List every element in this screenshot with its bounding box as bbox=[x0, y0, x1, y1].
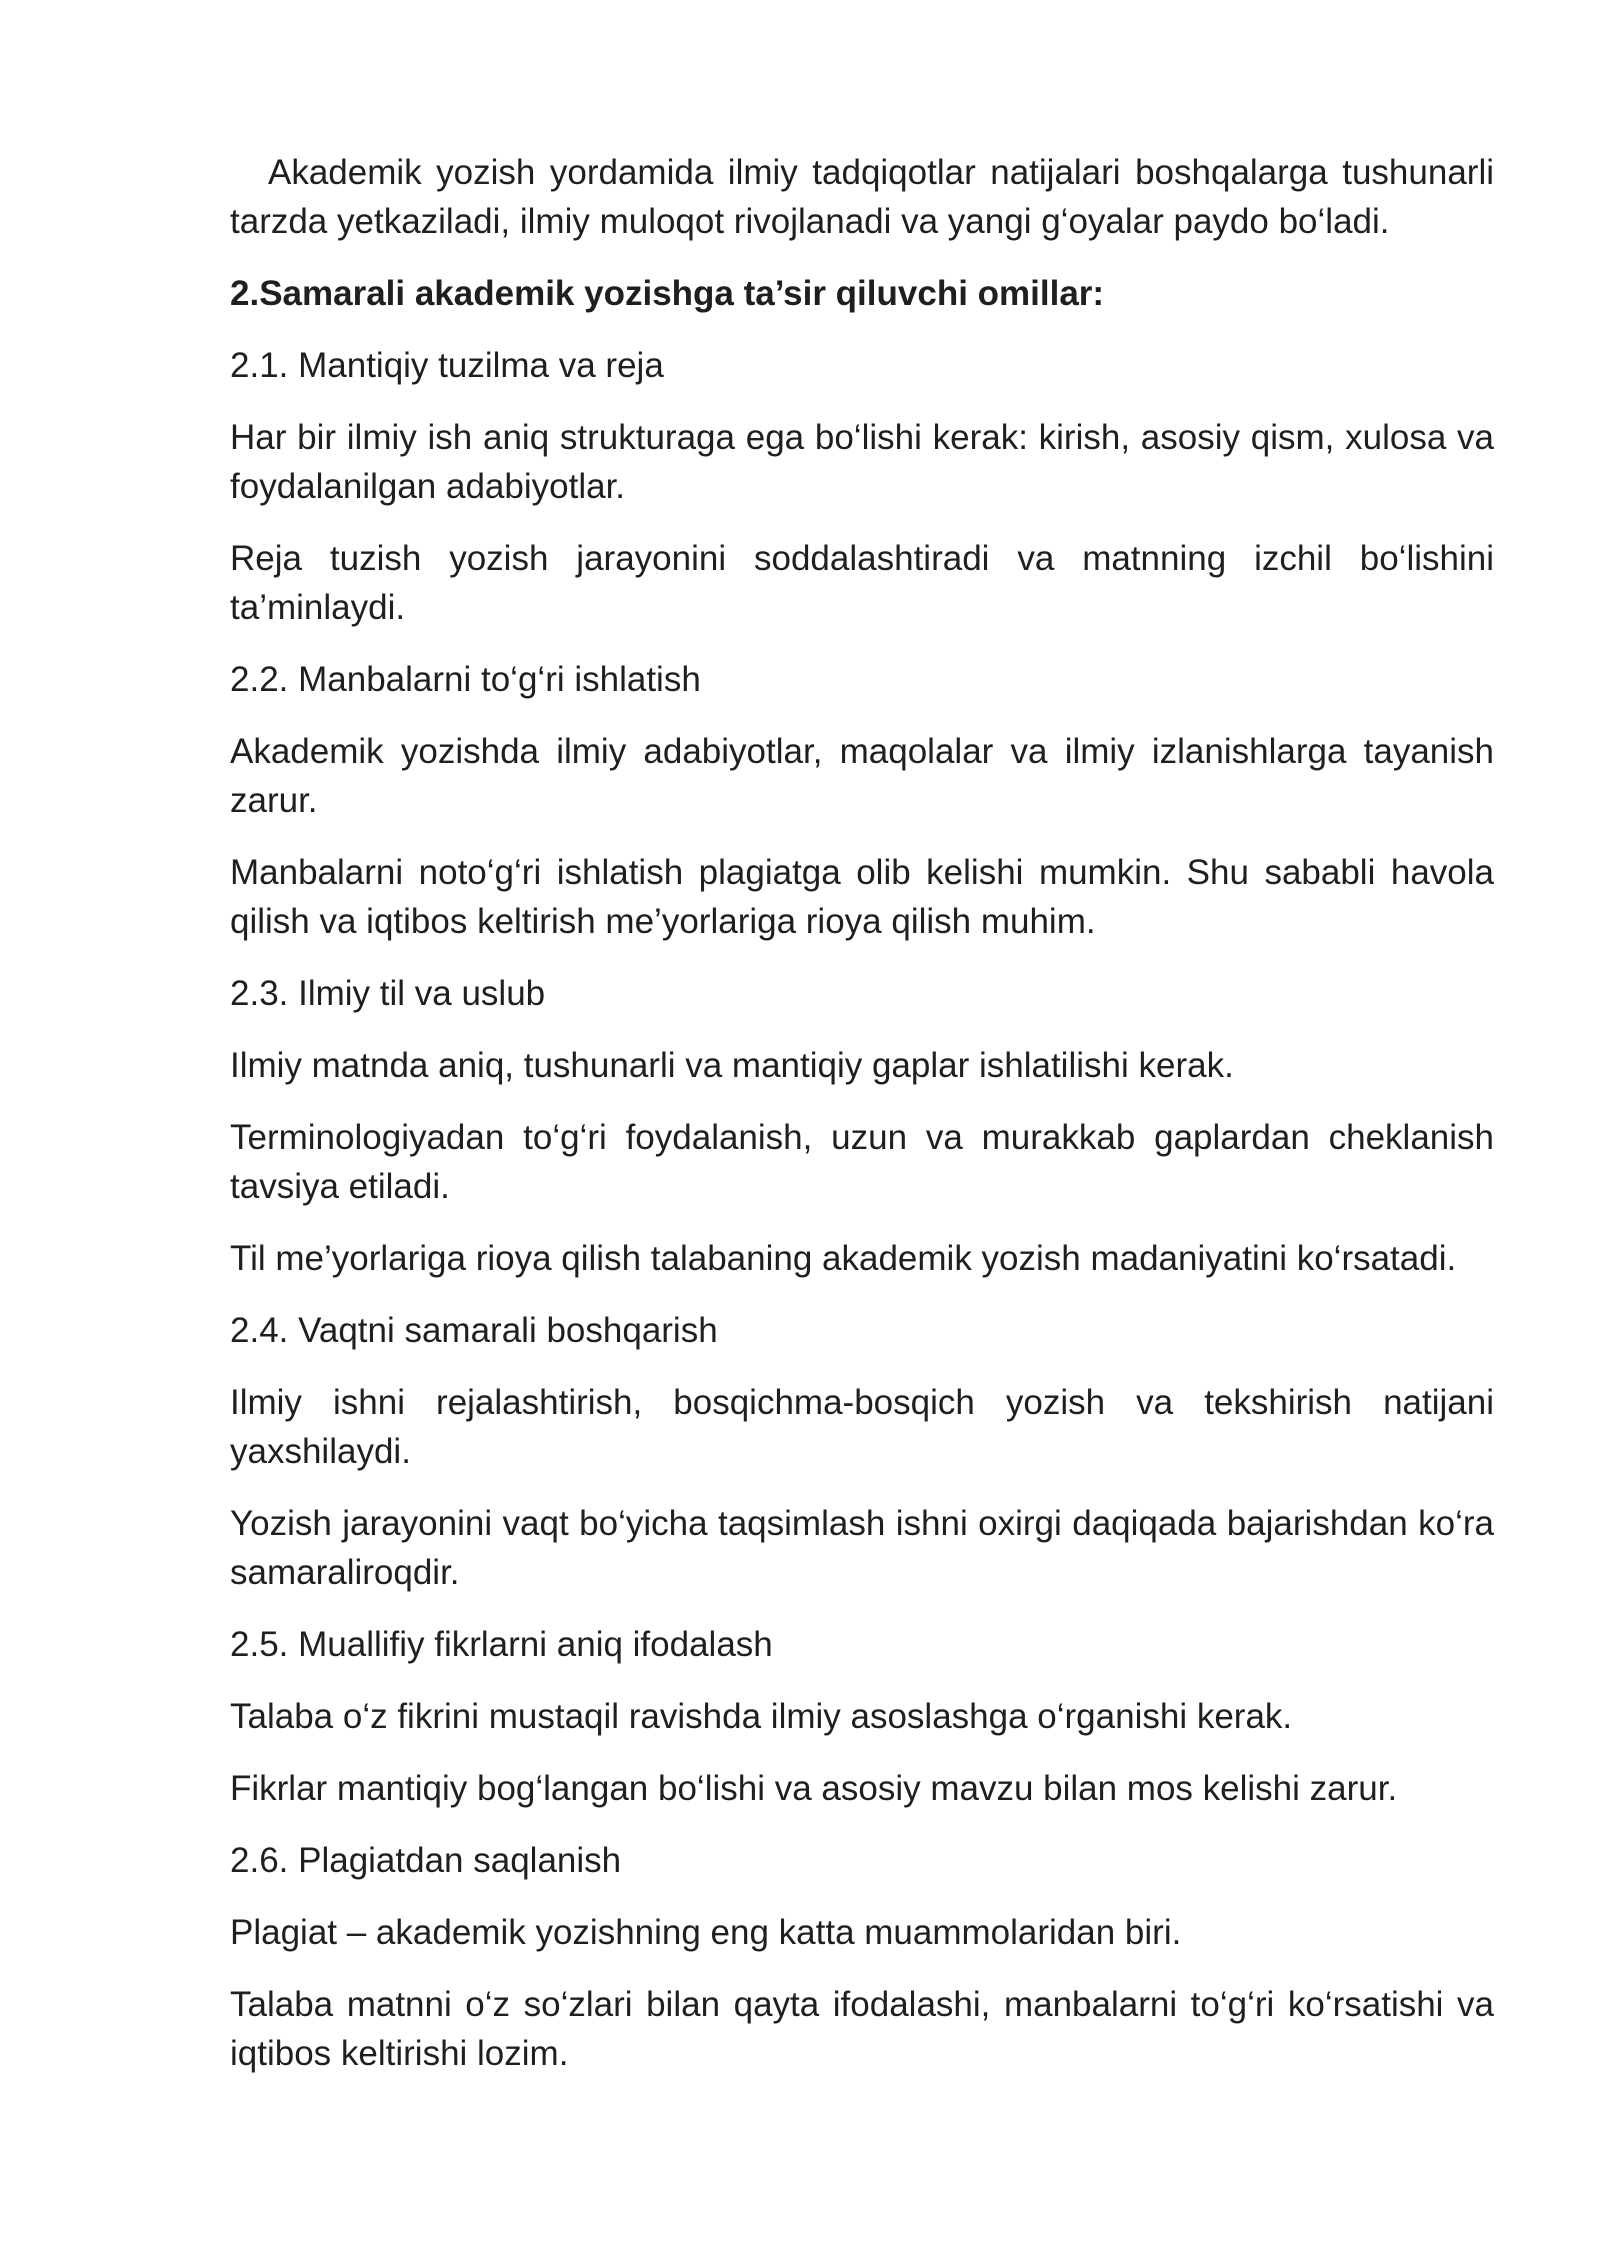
body-paragraph: Talaba o‘z fikrini mustaqil ravishda ilmiy asoslashga o‘rganishi kerak. bbox=[230, 1697, 1293, 1736]
body-paragraph: Ilmiy matnda aniq, tushunarli va mantiqiy gaplar ishlatilishi kerak. bbox=[230, 1046, 1234, 1085]
body-paragraph: Terminologiyadan to‘g‘ri foydalanish, uzun va murakkab gaplardan cheklanish tavsiya etiladi. bbox=[230, 1118, 1494, 1206]
body-paragraph: Har bir ilmiy ish aniq strukturaga ega bo‘lishi kerak: kirish, asosiy qism, xulosa va foydalanilgan adabiyotlar. bbox=[230, 418, 1494, 506]
body-paragraph: Yozish jarayonini vaqt bo‘yicha taqsimlash ishni oxirgi daqiqada bajarishdan ko‘ra samaraliroqdir. bbox=[230, 1504, 1494, 1592]
body-paragraph: Fikrlar mantiqiy bog‘langan bo‘lishi va asosiy mavzu bilan mos kelishi zarur. bbox=[230, 1769, 1398, 1808]
intro-paragraph: Akademik yozish yordamida ilmiy tadqiqotlar natijalari boshqalarga tushunarli tarzda yetkaziladi, ilmiy muloqot rivojlanadi va yangi g‘oyalar paydo bo‘ladi. bbox=[230, 153, 1494, 241]
subsection-heading-2-5: 2.5. Muallifiy fikrlarni aniq ifodalash bbox=[230, 1625, 773, 1664]
body-paragraph: Til me’yorlariga rioya qilish talabaning akademik yozish madaniyatini ko‘rsatadi. bbox=[230, 1239, 1457, 1278]
subsection-heading-2-3: 2.3. Ilmiy til va uslub bbox=[230, 974, 546, 1013]
body-paragraph: Akademik yozishda ilmiy adabiyotlar, maqolalar va ilmiy izlanishlarga tayanish zarur. bbox=[230, 732, 1494, 820]
body-paragraph: Reja tuzish yozish jarayonini soddalashtiradi va matnning izchil bo‘lishini ta’minlaydi. bbox=[230, 539, 1494, 627]
section-heading: 2.Samarali akademik yozishga ta’sir qiluvchi omillar: bbox=[230, 274, 1105, 313]
body-paragraph: Manbalarni noto‘g‘ri ishlatish plagiatga olib kelishi mumkin. Shu sababli havola qilish va iqtibos keltirish me’yorlariga rioya qilish muhim. bbox=[230, 853, 1494, 941]
subsection-heading-2-1: 2.1. Mantiqiy tuzilma va reja bbox=[230, 346, 664, 385]
body-paragraph: Ilmiy ishni rejalashtirish, bosqichma-bosqich yozish va tekshirish natijani yaxshilaydi. bbox=[230, 1383, 1494, 1471]
document-body bbox=[230, 148, 1494, 2101]
subsection-heading-2-2: 2.2. Manbalarni to‘g‘ri ishlatish bbox=[230, 660, 701, 699]
subsection-heading-2-6: 2.6. Plagiatdan saqlanish bbox=[230, 1841, 622, 1880]
subsection-heading-2-4: 2.4. Vaqtni samarali boshqarish bbox=[230, 1311, 718, 1350]
body-paragraph: Plagiat – akademik yozishning eng katta muammolaridan biri. bbox=[230, 1913, 1182, 1952]
body-paragraph: Talaba matnni o‘z so‘zlari bilan qayta ifodalashi, manbalarni to‘g‘ri ko‘rsatishi va iqtibos keltirishi lozim. bbox=[230, 1985, 1494, 2073]
